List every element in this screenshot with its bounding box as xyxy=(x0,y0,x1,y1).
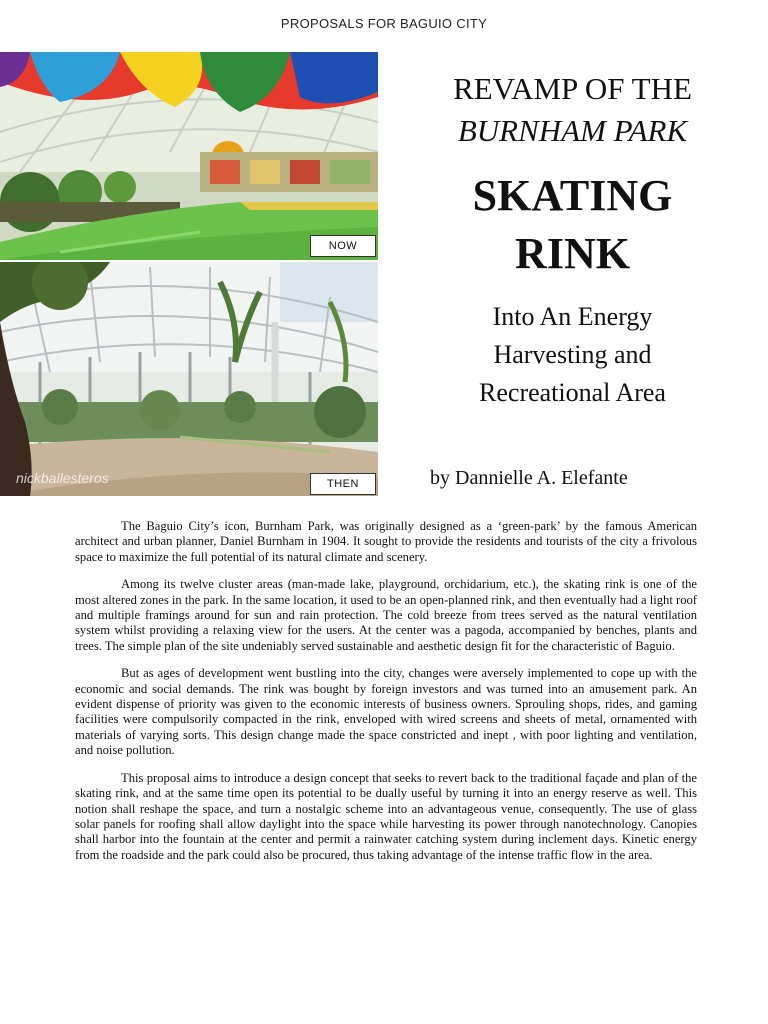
paragraph: The Baguio City’s icon, Burnham Park, was originally designed as a ‘green-park’ by the famous American architect and urban planner, Daniel Burnham in 1904. It sought to provide the residents and tourists of the city a frivolous space to maximize the full potential of its natural climate and scenery. xyxy=(75,519,697,564)
subtitle-line: Into An Energy xyxy=(492,302,653,331)
page-header: PROPOSALS FOR BAGUIO CITY xyxy=(280,16,488,31)
subtitle-line: Recreational Area xyxy=(479,378,666,407)
paragraph: This proposal aims to introduce a design concept that seeks to revert back to the traditional façade and plan of the skating rink, and at the same time open its potential to be dually useful by turning it into an energy reserve as well. This notion shall reshape the space, and turn a nostalgic scheme into an advantageous venue, consequently. The use of glass solar panels for roofing shall allow daylight into the space while harvesting its power through nanotechnology. Canopies shall harbor into the fountain at the center and permit a rainwater catching system during inclement days. Kinetic energy from the roadside and the park could also be procured, thus taking advantage of the intense traffic flow in the area. xyxy=(75,770,697,862)
photo-then-skating-rink xyxy=(0,262,378,496)
subtitle xyxy=(390,298,755,412)
now-label: NOW xyxy=(310,235,376,257)
author-byline: by Dannielle A. Elefante xyxy=(430,467,628,489)
paragraph: Among its twelve cluster areas (man-made lake, playground, orchidarium, etc.), the skating rink is one of the most altered zones in the park. In the same location, it used to be an open-planned rink, and then eventually had a light roof and multiple framings around for sun and rain protection. The cold breeze from trees served as the natural ventilation system whilst providing a relaxing view for the users. At the center was a pagoda, accompanied by benches, plants and trees. The simple plan of the site undeniably served sustainable and aesthetic design fit for the characteristic of Baguio. xyxy=(75,577,697,653)
photo-watermark: nickballesteros xyxy=(16,470,109,486)
subtitle-line: Harvesting and xyxy=(493,340,652,369)
title-line-2: BURNHAM PARK xyxy=(457,113,688,148)
article-body xyxy=(75,519,697,875)
photo-now-skating-rink xyxy=(0,52,378,260)
title-line-1: REVAMP OF THE xyxy=(453,71,692,106)
title-line-3: SKATING xyxy=(472,171,673,220)
title-line-4: RINK xyxy=(515,229,630,278)
paragraph: But as ages of development went bustling into the city, changes were aversely implemented to cope up with the economic and social demands. The rink was bought by foreign investors and was turned into an amusement park. An evident dispense of priority was given to the economic interests of business owners. Sprouling shops, rides, and gaming facilities were compulsorily compacted in the rink, enveloped with wired screens and sheets of metal, ornamented with materials of varying sorts. This design change made the space constricted and inept , with poor lighting and ventilation, and noise pollution. xyxy=(75,666,697,758)
then-label: THEN xyxy=(310,473,376,495)
